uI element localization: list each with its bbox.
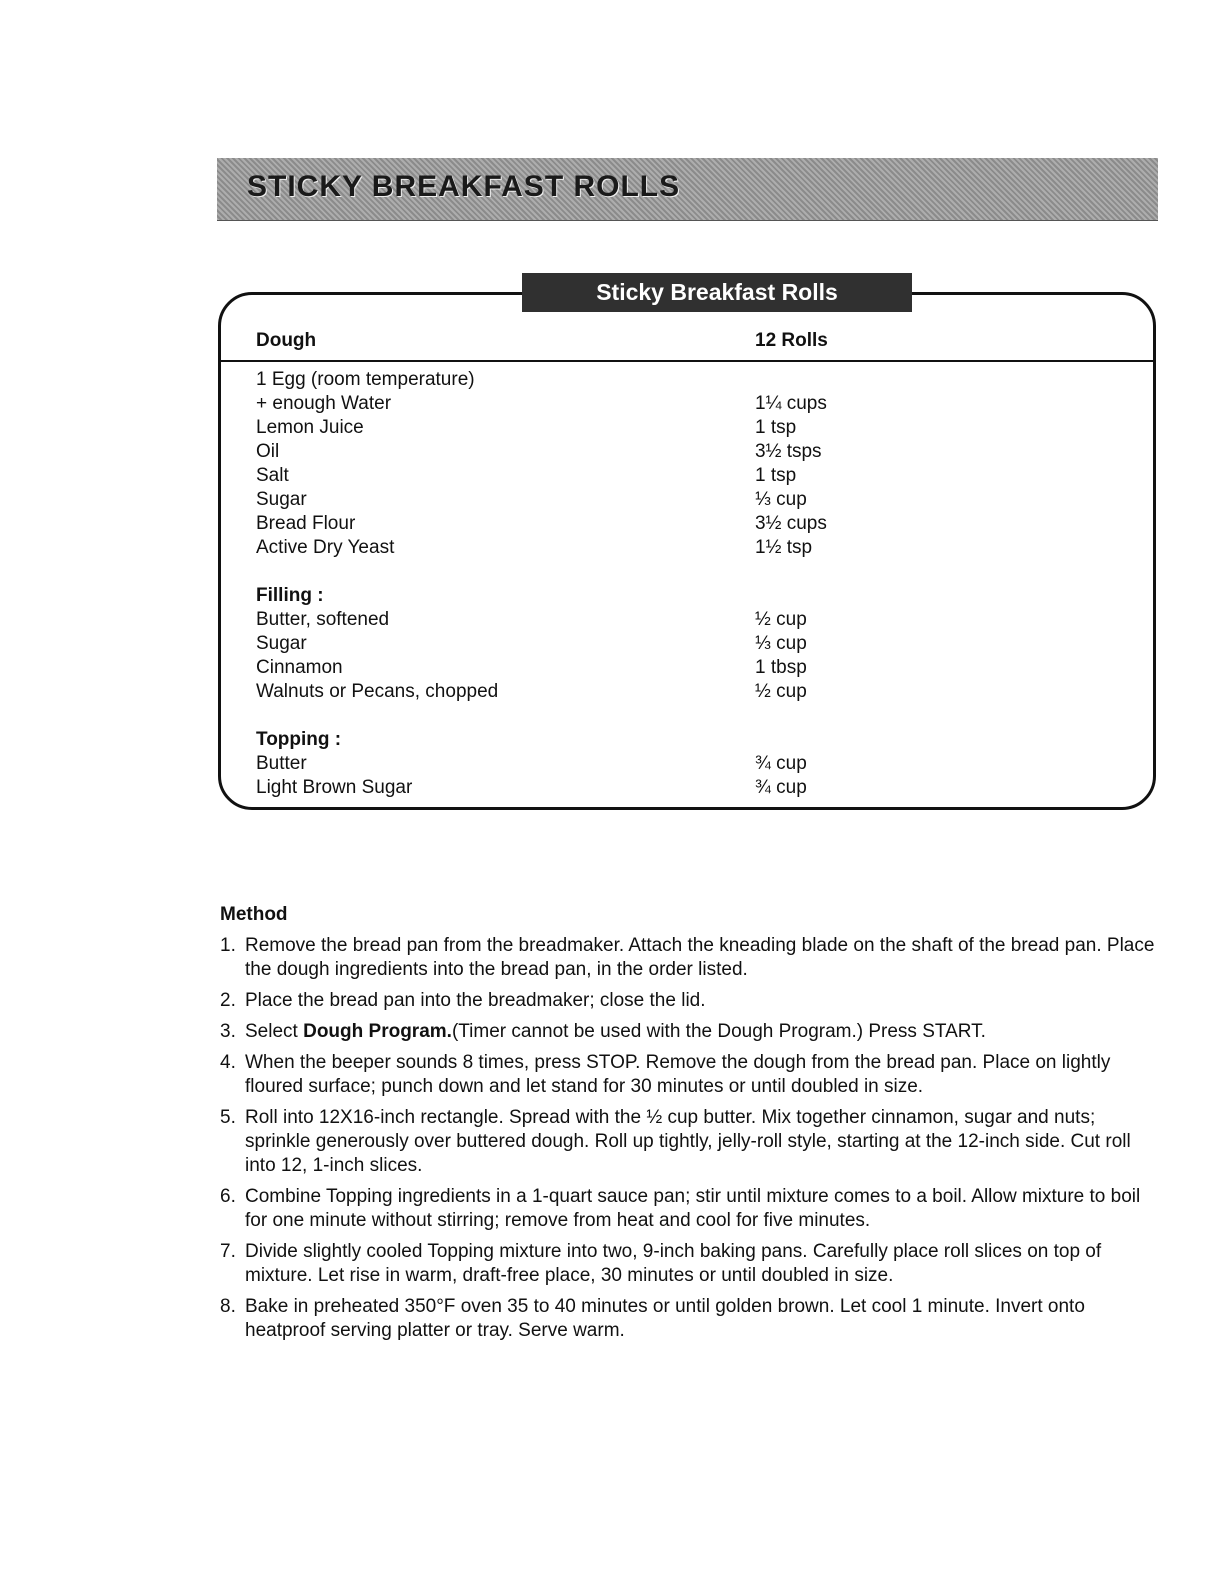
method-section — [220, 904, 1160, 1350]
step-text-post: (Timer cannot be used with the Dough Program.) Press START. — [451, 1021, 986, 1042]
ingredient-qty: 1 tbsp — [755, 657, 807, 678]
step-text-pre: Select — [245, 1021, 304, 1042]
ingredient-qty: 1 tsp — [755, 417, 797, 438]
method-step — [220, 1051, 1160, 1099]
step-text: Place the bread pan into the breadmaker; close the lid. — [245, 990, 706, 1011]
recipe-card-title: Sticky Breakfast Rolls — [522, 273, 912, 312]
ingredient-name: Light Brown Sugar — [256, 777, 413, 798]
ingredient-qty: 1 tsp — [755, 465, 797, 486]
ingredient-name: Bread Flour — [256, 513, 356, 534]
step-number: 7. — [220, 1241, 236, 1262]
ingredient-row — [256, 464, 976, 488]
step-number: 3. — [220, 1021, 236, 1042]
ingredient-name: Oil — [256, 441, 280, 462]
ingredient-qty: ¾ cup — [755, 777, 807, 798]
ingredient-name: Active Dry Yeast — [256, 537, 395, 558]
ingredient-row — [256, 440, 976, 464]
filling-heading: Filling : — [256, 585, 324, 606]
method-step — [220, 934, 1160, 982]
ingredient-row — [256, 656, 976, 680]
ingredient-qty: 3½ tsps — [755, 441, 822, 462]
ingredient-list — [256, 368, 976, 800]
step-text-bold: Dough Program. — [303, 1021, 452, 1042]
yield-header: 12 Rolls — [755, 330, 828, 351]
step-number: 1. — [220, 935, 236, 956]
step-number: 4. — [220, 1052, 236, 1073]
step-number: 2. — [220, 990, 236, 1011]
step-text: Combine Topping ingredients in a 1-quart sauce pan; stir until mixture comes to a boil. Allow mixture to boil for one minute without stirring; remove from heat and cool for five minutes. — [245, 1186, 1141, 1231]
ingredient-qty: ⅓ cup — [755, 633, 807, 654]
method-step — [220, 1185, 1160, 1233]
ingredient-name: + enough Water — [256, 393, 392, 414]
ingredient-qty: 1¼ cups — [755, 393, 827, 414]
ingredient-name: Butter, softened — [256, 609, 390, 630]
ingredient-row — [256, 392, 976, 416]
method-step — [220, 1240, 1160, 1288]
ingredient-qty: ¾ cup — [755, 753, 807, 774]
method-step — [220, 1020, 1160, 1044]
method-step — [220, 1295, 1160, 1343]
ingredient-row — [256, 752, 976, 776]
step-text: Bake in preheated 350°F oven 35 to 40 minutes or until golden brown. Let cool 1 minute. Invert onto heatproof serving platter or tray. Serve warm. — [245, 1296, 1085, 1341]
ingredient-name: Butter — [256, 753, 307, 774]
step-text: Roll into 12X16-inch rectangle. Spread with the ½ cup butter. Mix together cinnamon, sugar and nuts; sprinkle generously over buttered dough. Roll up tightly, jelly-roll style, starting at the 12-inch side. Cut roll into 12, 1-inch slices. — [245, 1107, 1131, 1176]
ingredient-name: Sugar — [256, 489, 307, 510]
step-text: When the beeper sounds 8 times, press STOP. Remove the dough from the bread pan. Place on lightly floured surface; punch down and let stand for 30 minutes or until doubled in size. — [245, 1052, 1111, 1097]
banner-title: STICKY BREAKFAST ROLLS — [247, 170, 681, 203]
ingredient-qty: 1½ tsp — [755, 537, 813, 558]
dough-header: Dough — [256, 330, 317, 351]
ingredient-row — [256, 608, 976, 632]
method-step — [220, 989, 1160, 1013]
step-text: Divide slightly cooled Topping mixture into two, 9-inch baking pans. Carefully place roll slices on top of mixture. Let rise in warm, draft-free place, 30 minutes or until doubled in size. — [245, 1241, 1102, 1286]
ingredient-qty: 3½ cups — [755, 513, 827, 534]
ingredient-name: Lemon Juice — [256, 417, 364, 438]
header-divider — [221, 360, 1154, 362]
ingredient-row — [256, 632, 976, 656]
ingredient-name: Walnuts or Pecans, chopped — [256, 681, 499, 702]
ingredient-row — [256, 368, 976, 392]
ingredient-row — [256, 776, 976, 800]
ingredient-row — [256, 680, 976, 704]
ingredient-row — [256, 488, 976, 512]
ingredient-row — [256, 536, 976, 560]
method-title: Method — [220, 904, 288, 925]
step-number: 6. — [220, 1186, 236, 1207]
ingredient-row — [256, 416, 976, 440]
ingredient-name: Cinnamon — [256, 657, 343, 678]
step-number: 5. — [220, 1107, 236, 1128]
ingredient-qty: ½ cup — [755, 609, 807, 630]
ingredient-qty: ⅓ cup — [755, 489, 807, 510]
method-step — [220, 1106, 1160, 1178]
ingredient-name: Salt — [256, 465, 289, 486]
banner — [217, 158, 1158, 221]
ingredient-qty: ½ cup — [755, 681, 807, 702]
ingredient-name: Sugar — [256, 633, 307, 654]
step-text: Remove the bread pan from the breadmaker. Attach the kneading blade on the shaft of the bread pan. Place the dough ingredients into the bread pan, in the order listed. — [245, 935, 1155, 980]
ingredient-row — [256, 512, 976, 536]
topping-heading: Topping : — [256, 729, 342, 750]
step-number: 8. — [220, 1296, 236, 1317]
ingredient-name: 1 Egg (room temperature) — [256, 369, 475, 390]
